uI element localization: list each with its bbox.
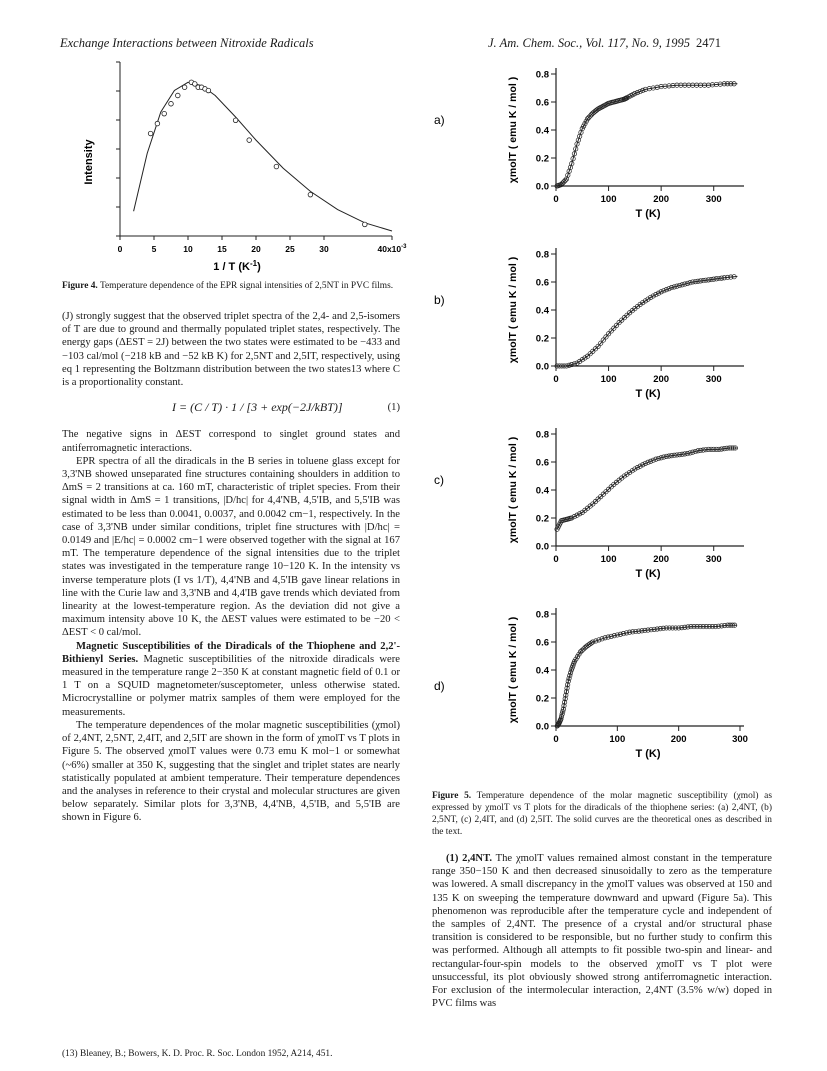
fig5-y-tick-label: 0.2 <box>535 513 549 525</box>
fig5-y-tick-label: 0.4 <box>535 125 549 137</box>
fig4-data-point <box>176 93 181 98</box>
fig5-x-tick-label: 300 <box>705 194 722 205</box>
fig5-ylabel: χmolT ( emu K / mol ) <box>507 76 519 184</box>
fig5-x-tick-label: 200 <box>653 374 670 385</box>
fig5-x-tick-label: 200 <box>670 734 687 745</box>
fig5-y-tick-label: 0.2 <box>535 693 549 705</box>
fig4-data-point <box>274 164 279 169</box>
fig5-panel-1 <box>434 68 744 220</box>
figure-4-caption: Figure 4. Temperature dependence of the EPR signal intensities of 2,5NT in PVC films. <box>62 281 394 291</box>
fig4-data-point <box>162 111 167 116</box>
fig5-y-tick-label: 0.0 <box>535 181 549 193</box>
fig4-x-tick-label: 10 <box>183 244 193 254</box>
paragraph-2-4nt: (1) 2,4NT. The χmolT values remained almost constant in the temperature range 350−150 K and then decreased sinusoidally to zero as the temperature was lowered. A small discrepancy in the χmolT values was observed at 150 and 135 K on sweeping the temperature downward and upward (Figure 5a). This phenomenon was reproducible after the temperature cycle and independent of the samples of 2,4NT. The presence of a crystal and/or structural phase transition is considered to be responsible, but no further study to confirm this was performed. Although all attempts to fit possible two-spin and linear- and rectangular-four-spin models to the observed χmolT vs T plot were unsuccessful, its plot obviously showed strong antiferromagnetic interaction. For exclusion of the intermolecular interaction, 2,4NT (3.5% w/w) doped in PVC films was <box>432 853 773 1010</box>
fig4-x-tick-label: 30 <box>319 244 329 254</box>
figure-4-plot <box>62 58 407 273</box>
fig5-y-tick-label: 0.4 <box>535 485 549 497</box>
fig5-y-tick-label: 0.6 <box>535 457 549 469</box>
footnote: (13) Bleaney, B.; Bowers, K. D. Proc. R. Soc. London 1952, A214, 451. <box>62 1049 333 1059</box>
fig5-y-tick-label: 0.8 <box>535 429 549 441</box>
fig5-x-tick-label: 0 <box>553 374 559 385</box>
fig5-y-tick-label: 0.6 <box>535 277 549 289</box>
fig5-ylabel: χmolT ( emu K / mol ) <box>507 436 519 544</box>
running-header-title: Exchange Interactions between Nitroxide Radicals <box>60 36 314 50</box>
fig5-x-tick-label: 0 <box>553 194 559 205</box>
fig5-panel-3 <box>434 428 744 580</box>
fig5-xlabel: T (K) <box>635 388 661 400</box>
right-column <box>432 790 772 1010</box>
fig5-y-tick-label: 0.4 <box>535 665 549 677</box>
fig5-x-tick-label: 200 <box>653 194 670 205</box>
fig5-y-tick-label: 0.6 <box>535 637 549 649</box>
fig4-x-tick-label: 15 <box>217 244 227 254</box>
paragraph-1: (J) strongly suggest that the observed triplet spectra of the 2,4- and 2,5-isomers of T are due to ground and thermally populated triplet states, respectively. The energy gaps (ΔEST = 2J) between the two states were estimated to be −433 and −103 cal/mol (−218 kB and −52 kB K) for 2,5NT and 2,5IT, respectively, using eq 1 representing the Boltzmann distribution between the two states13 where C is a proportionality constant. <box>62 311 400 389</box>
fig5-x-tick-label: 0 <box>553 734 559 745</box>
fig4-data-point <box>363 222 368 227</box>
fig5-y-tick-label: 0.8 <box>535 69 549 81</box>
fig5-panel-label: c) <box>434 473 444 487</box>
fig5-xlabel: T (K) <box>635 568 661 580</box>
fig4-x-tick-sup: -3 <box>401 244 407 250</box>
fig4-ylabel: Intensity <box>83 139 95 185</box>
fig5-y-tick-label: 0.8 <box>535 249 549 261</box>
fig5-x-tick-label: 0 <box>553 554 559 565</box>
fig4-data-point <box>233 118 238 123</box>
fig5-y-tick-label: 0.2 <box>535 153 549 165</box>
equation-number: (1) <box>387 402 400 414</box>
fig4-data-point <box>247 138 252 143</box>
fig4-x-tick-label: 20 <box>251 244 261 254</box>
fig5-y-tick-label: 0.6 <box>535 97 549 109</box>
section-heading: Magnetic Susceptibilities of the Diradicals of the Thiophene and 2,2'-Bithienyl Series. <box>62 640 400 665</box>
paragraph-5: The temperature dependences of the molar magnetic susceptibilities (χmol) of 2,4NT, 2,5NT, 2,4IT, and 2,5IT are shown in the form of χmolT vs T plots in Figure 5. The observed χmolT values were 0.73 emu K mol−1 or somewhat (~6%) smaller at 350 K, suggesting that the singlet and triplet states are nearly statistically populated at ambient temperature. Their temperature dependences and the analyses in reference to their crystal and molecular structures are given below separately. Similar plots for 3,3'NB, 4,4'NB, 4,5'IB, and 5,5'IB are shown in Figure 6. <box>62 719 400 824</box>
fig5-panel-2 <box>434 248 744 400</box>
fig5-panel-4 <box>434 608 748 760</box>
fig4-x-tick-label: 25 <box>285 244 295 254</box>
fig4-x-tick-label: $40x10^{-3}$ <box>377 244 407 254</box>
journal-citation: J. Am. Chem. Soc., Vol. 117, No. 9, 1995 <box>488 36 690 50</box>
figure-5-plots <box>420 58 780 778</box>
fig4-data-point <box>182 85 187 90</box>
fig5-x-tick-label: 100 <box>600 554 617 565</box>
fig5-y-tick-label: 0.2 <box>535 333 549 345</box>
fig5-xlabel: T (K) <box>635 208 661 220</box>
fig5-x-tick-label: 300 <box>705 374 722 385</box>
fig5-panel-label: b) <box>434 293 445 307</box>
fig4-data-point <box>169 101 174 106</box>
paragraph-4: Magnetic Susceptibilities of the Diradicals of the Thiophene and 2,2'-Bithienyl Series. Magnetic susceptibilities of the nitroxide diradicals were measured in the temperature range 2−350 K at constant magnetic field of 0.1 or 1 T on a SQUID magnetometer/susceptometer, unless otherwise stated. Microcrystalline or polymer matrix samples of them were employed for the measurements. <box>62 640 400 718</box>
figure-5-caption: Figure 5. Temperature dependence of the molar magnetic susceptibility (χmol) as expressed by χmolT vs T plots for the diradicals of the thiophene series: (a) 2,4NT, (b) 2,5NT, (c) 2,4IT, and (d) 2,5IT. The solid curves are the theoretical ones as described in the text. <box>432 791 772 837</box>
equation-body: I = (C / T) · 1 / [3 + exp(−2J/kBT)] <box>172 400 343 415</box>
fig5-panel-label: a) <box>434 113 445 127</box>
fig5-y-tick-label: 0.8 <box>535 609 549 621</box>
left-column <box>62 270 400 825</box>
fig5-fit-curve <box>557 276 737 366</box>
fig4-x-tick-label: 0 <box>117 244 123 254</box>
fig5-x-tick-label: 100 <box>609 734 626 745</box>
fig5-xlabel: T (K) <box>635 748 661 760</box>
fig5-x-tick-label: 100 <box>600 194 617 205</box>
fig4-marks <box>134 80 392 231</box>
fig5-ylabel: χmolT ( emu K / mol ) <box>507 616 519 724</box>
paragraph-2: The negative signs in ΔEST correspond to singlet ground states and antiferromagnetic interactions. <box>62 429 400 454</box>
fig4-data-point <box>155 121 160 126</box>
fig5-y-tick-label: 0.0 <box>535 541 549 553</box>
fig5-fit-curve <box>557 84 737 186</box>
fig4-x-tick-label: 5 <box>151 244 157 254</box>
fig5-x-tick-label: 300 <box>732 734 748 745</box>
subsection-heading: (1) 2,4NT. <box>446 853 493 864</box>
fig5-y-tick-label: 0.0 <box>535 721 549 733</box>
fig5-ylabel: χmolT ( emu K / mol ) <box>507 256 519 364</box>
fig5-y-tick-label: 0.4 <box>535 305 549 317</box>
running-header-journal <box>488 36 721 51</box>
fig4-data-point <box>308 192 313 197</box>
fig5-fit-curve <box>557 625 737 726</box>
fig4-data-point <box>148 131 153 136</box>
page-number: 2471 <box>695 36 721 50</box>
equation-1 <box>62 401 400 414</box>
paragraph-3: EPR spectra of all the diradicals in the B series in toluene glass except for 3,3'NB showed unseparated fine structures containing shoulders in addition to ΔmS = 2 transitions at ca. 160 mT, characteristic of triplet species. From their signal width in ΔmS = 1 transitions, |D/hc| for 4,4'NB, 4,5'IB, and 5,5'IB was estimated to be less than 0.0041, 0.0037, and 0.0042 cm−1, respectively. In the case of 3,3'NB under similar conditions, triplet fine structures with |D/hc| = 0.0149 and |E/hc| = 0.0002 cm−1 were observed together with the signal at 167 mT. The temperature dependence of the signal intensities due to the triplet states was investigated in the temperature range 10−120 K. In the intensity vs inverse temperature plots (I vs 1/T), 4,4'NB and 4,5'IB gave linear relations in line with the Curie law and 3,3'NB and 4,4'IB gave trends which deviated from linearity at the lowest-temperature region. As the deviation did not give a maximum intensity above 10 K, the ΔEST values were estimated to be −20 < ΔEST < 0 cal/mol. <box>62 455 400 639</box>
fig4-xlabel-sup: -1 <box>249 259 258 268</box>
fig5-x-tick-label: 100 <box>600 374 617 385</box>
fig4-data-point <box>206 88 211 93</box>
fig4-xlabel: 1 / T $(K^{-1})$ <box>213 259 261 273</box>
fig5-x-tick-label: 200 <box>653 554 670 565</box>
fig5-x-tick-label: 300 <box>705 554 722 565</box>
fig5-y-tick-label: 0.0 <box>535 361 549 373</box>
fig5-panel-label: d) <box>434 679 445 693</box>
